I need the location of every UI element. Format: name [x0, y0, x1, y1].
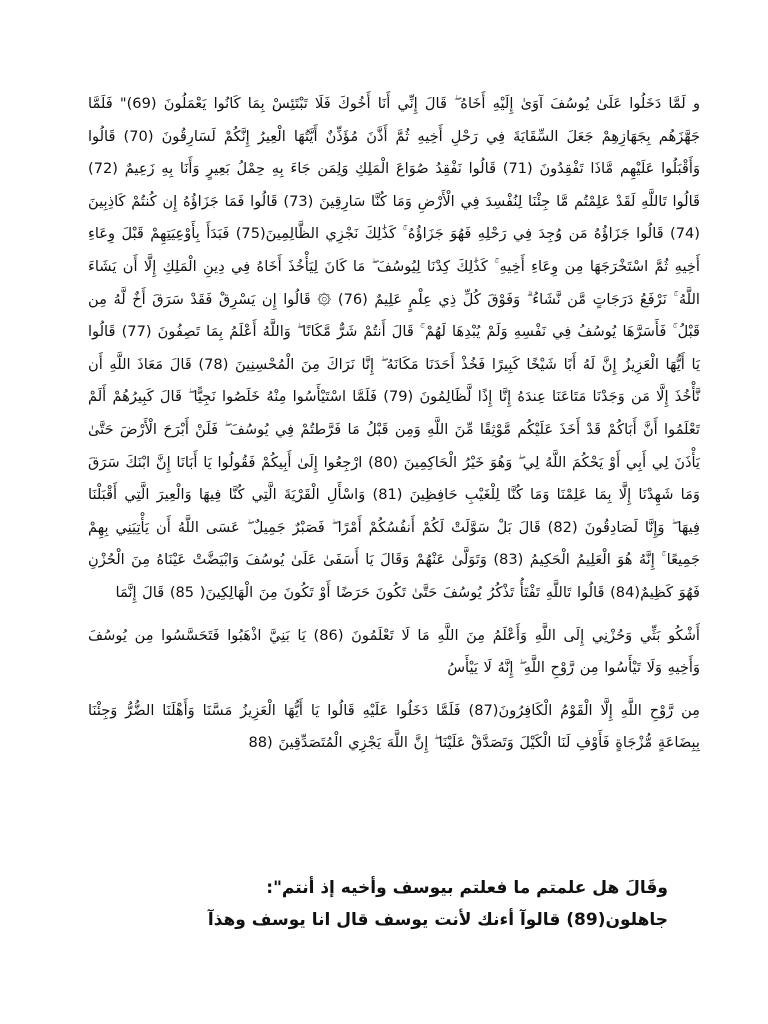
- footer-line-1: وقَالَ هل علمتم ما فعلتم بيوسف وأخيه إذ أنتم":: [266, 878, 668, 898]
- footer-line-2: جاهلون(89) قالوآ أءنك لأنت يوسف قال انا يوسف وهذآ: [207, 910, 668, 930]
- quran-text-body: [88, 88, 700, 760]
- paragraph-verses-87-88: مِن رَّوْحِ اللَّهِ إِلَّا الْقَوْمُ الْكَافِرُونَ(87) فَلَمَّا دَخَلُوا عَلَيْهِ قَالُوا يَا أَيُّهَا الْعَزِيزُ مَسَّنَا وَأَهْلَنَا الضُّرُّ وَجِئْنَا بِبِضَاعَةٍ مُّزْجَاةٍ فَأَوْفِ لَنَا الْكَيْلَ وَتَصَدَّقْ عَلَيْنَا ۖ إِنَّ اللَّهَ يَجْزِي الْمُتَصَدِّقِينَ (88: [88, 701, 700, 752]
- footer-bold-text: [108, 872, 668, 936]
- paragraph-verses-86: أَشْكُو بَثِّي وَحُزْنِي إِلَى اللَّهِ وَأَعْلَمُ مِنَ اللَّهِ مَا لَا تَعْلَمُونَ (86) يَا بَنِيَّ اذْهَبُوا فَتَحَسَّسُوا مِن يُوسُفَ وَأَخِيهِ وَلَا تَيْأَسُوا مِن رَّوْحِ اللَّهِ ۖ إِنَّهُ لَا يَيْأَسُ: [88, 626, 700, 677]
- paragraph-verses-69-85: و لَمَّا دَخَلُوا عَلَىٰ يُوسُفَ آوَىٰ إِلَيْهِ أَخَاهُ ۖ قَالَ إِنِّي أَنَا أَخُوكَ فَلَا تَبْتَئِسْ بِمَا كَانُوا يَعْمَلُونَ (69)" فَلَمَّا جَهَّزَهُم بِجَهَازِهِمْ جَعَلَ السِّقَايَةَ فِي رَحْلِ أَخِيهِ ثُمَّ أَذَّنَ مُؤَذِّنٌ أَيَّتُهَا الْعِيرُ إِنَّكُمْ لَسَارِقُونَ (70) قَالُوا وَأَقْبَلُوا عَلَيْهِم مَّاذَا تَفْقِدُونَ (71) قَالُوا نَفْقِدُ صُوَاعَ الْمَلِكِ وَلِمَن جَاءَ بِهِ حِمْلُ بَعِيرٍ وَأَنَا بِهِ زَعِيمٌ (72) قَالُوا تَاللَّهِ لَقَدْ عَلِمْتُم مَّا جِئْنَا لِنُفْسِدَ فِي الْأَرْضِ وَمَا كُنَّا سَارِقِينَ (73) قَالُوا فَمَا جَزَاؤُهُ إِن كُنتُمْ كَاذِبِينَ (74) قَالُوا جَزَاؤُهُ مَن وُجِدَ فِي رَحْلِهِ فَهُوَ جَزَاؤُهُ ۚ كَذَٰلِكَ نَجْزِي الظَّالِمِينَ(75) فَبَدَأَ بِأَوْعِيَتِهِمْ قَبْلَ وِعَاءِ أَخِيهِ ثُمَّ اسْتَخْرَجَهَا مِن وِعَاءِ أَخِيهِ ۚ كَذَٰلِكَ كِدْنَا لِيُوسُفَ ۖ مَا كَانَ لِيَأْخُذَ أَخَاهُ فِي دِينِ الْمَلِكِ إِلَّا أَن يَشَاءَ اللَّهُ ۚ نَرْفَعُ دَرَجَاتٍ مَّن نَّشَاءُ ۗ وَفَوْقَ كُلِّ ذِي عِلْمٍ عَلِيمٌ (76) ۞ قَالُوا إِن يَسْرِقْ فَقَدْ سَرَقَ أَخٌ لَّهُ مِن قَبْلُ ۚ فَأَسَرَّهَا يُوسُفُ فِي نَفْسِهِ وَلَمْ يُبْدِهَا لَهُمْ ۚ قَالَ أَنتُمْ شَرٌّ مَّكَانًا ۖ وَاللَّهُ أَعْلَمُ بِمَا تَصِفُونَ (77) قَالُوا يَا أَيُّهَا الْعَزِيزُ إِنَّ لَهُ أَبًا شَيْخًا كَبِيرًا فَخُذْ أَحَدَنَا مَكَانَهُ ۖ إِنَّا نَرَاكَ مِنَ الْمُحْسِنِينَ (78) قَالَ مَعَاذَ اللَّهِ أَن نَّأْخُذَ إِلَّا مَن وَجَدْنَا مَتَاعَنَا عِندَهُ إِنَّا إِذًا لَّظَالِمُونَ (79) فَلَمَّا اسْتَيْأَسُوا مِنْهُ خَلَصُوا نَجِيًّا ۖ قَالَ كَبِيرُهُمْ أَلَمْ تَعْلَمُوا أَنَّ أَبَاكُمْ قَدْ أَخَذَ عَلَيْكُم مَّوْثِقًا مِّنَ اللَّهِ وَمِن قَبْلُ مَا فَرَّطتُمْ فِي يُوسُفَ ۖ فَلَنْ أَبْرَحَ الْأَرْضَ حَتَّىٰ يَأْذَنَ لِي أَبِي أَوْ يَحْكُمَ اللَّهُ لِي ۖ وَهُوَ خَيْرُ الْحَاكِمِينَ (80) ارْجِعُوا إِلَىٰ أَبِيكُمْ فَقُولُوا يَا أَبَانَا إِنَّ ابْنَكَ سَرَقَ وَمَا شَهِدْنَا إِلَّا بِمَا عَلِمْنَا وَمَا كُنَّا لِلْغَيْبِ حَافِظِينَ (81) وَاسْأَلِ الْقَرْيَةَ الَّتِي كُنَّا فِيهَا وَالْعِيرَ الَّتِي أَقْبَلْنَا فِيهَا ۖ وَإِنَّا لَصَادِقُونَ (82) قَالَ بَلْ سَوَّلَتْ لَكُمْ أَنفُسُكُمْ أَمْرًا ۖ فَصَبْرٌ جَمِيلٌ ۖ عَسَى اللَّهُ أَن يَأْتِيَنِي بِهِمْ جَمِيعًا ۚ إِنَّهُ هُوَ الْعَلِيمُ الْحَكِيمُ (83) وَتَوَلَّىٰ عَنْهُمْ وَقَالَ يَا أَسَفَىٰ عَلَىٰ يُوسُفَ وَابْيَضَّتْ عَيْنَاهُ مِنَ الْحُزْنِ فَهُوَ كَظِيمٌ(84) قَالُوا تَاللَّهِ تَفْتَأُ تَذْكُرُ يُوسُفَ حَتَّىٰ تَكُونَ حَرَضًا أَوْ تَكُونَ مِنَ الْهَالِكِينَ( 85) قَالَ إِنَّمَا: [88, 95, 701, 601]
